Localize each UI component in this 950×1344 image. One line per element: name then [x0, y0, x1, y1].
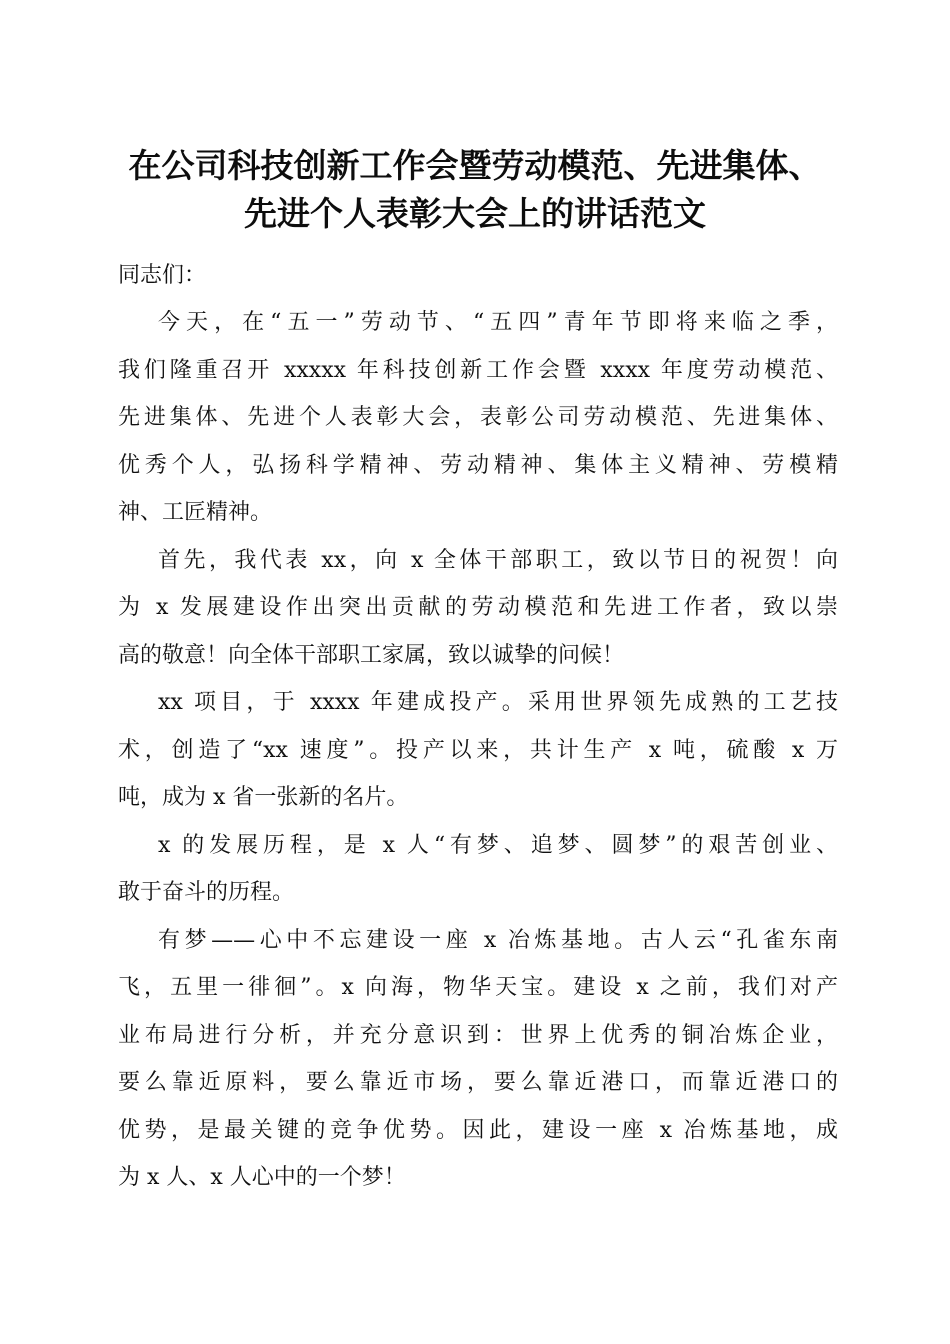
paragraph-1: [118, 299, 838, 537]
paragraph-line: 术，创造了“xx 速度”。投产以来，共计生产 x 吨，硫酸 x 万: [118, 737, 838, 763]
paragraph-line: 要么靠近原料，要么靠近市场，要么靠近港口，而靠近港口的: [118, 1070, 838, 1095]
document-body: [118, 252, 838, 1202]
paragraph-line: 优秀个人，弘扬科学精神、劳动精神、集体主义精神、劳模精: [118, 452, 838, 478]
paragraph-line: 为 x 人、x 人心中的一个梦！: [118, 1165, 406, 1190]
paragraph-line: 先进集体、先进个人表彰大会，表彰公司劳动模范、先进集体、: [118, 405, 838, 430]
paragraph-line: 首先，我代表 xx，向 x 全体干部职工，致以节日的祝贺！向: [158, 547, 838, 573]
paragraph-line: 业布局进行分析，并充分意识到：世界上优秀的铜冶炼企业，: [118, 1022, 838, 1048]
paragraph-line: 为 x 发展建设作出突出贡献的劳动模范和先进工作者，致以崇: [118, 595, 838, 620]
paragraph-line: 吨，成为 x 省一张新的名片。: [118, 785, 409, 810]
paragraph-line: 飞，五里一徘徊”。x 向海，物华天宝。建设 x 之前，我们对产: [118, 975, 838, 1000]
paragraph-line: 神、工匠精神。: [118, 500, 273, 525]
document-title-line-1: 在公司科技创新工作会暨劳动模范、先进集体、: [128, 146, 822, 185]
paragraph-line: 我们隆重召开 xxxxx 年科技创新工作会暨 xxxx 年度劳动模范、: [118, 357, 838, 383]
paragraph-line: 今天，在“五一”劳动节、“五四”青年节即将来临之季，: [158, 310, 838, 335]
paragraph-line: 高的敬意！向全体干部职工家属，致以诚挚的问候！: [118, 642, 625, 668]
paragraph-2: [118, 537, 838, 680]
paragraph-line: 有梦——心中不忘建设一座 x 冶炼基地。古人云“孔雀东南: [158, 927, 838, 953]
paragraph-line: 敢于奋斗的历程。: [118, 880, 295, 905]
paragraph-5: [118, 917, 838, 1202]
salutation: 同志们：: [118, 263, 207, 288]
paragraph-4: [118, 822, 838, 917]
paragraph-line: x 的发展历程，是 x 人“有梦、追梦、圆梦”的艰苦创业、: [158, 832, 838, 858]
paragraph-line: 优势，是最关键的竞争优势。因此，建设一座 x 冶炼基地，成: [118, 1117, 838, 1143]
paragraph-line: xx 项目，于 xxxx 年建成投产。采用世界领先成熟的工艺技: [158, 690, 838, 715]
paragraph-3: [118, 679, 838, 822]
document-title-line-2: 先进个人表彰大会上的讲话范文: [244, 194, 706, 233]
